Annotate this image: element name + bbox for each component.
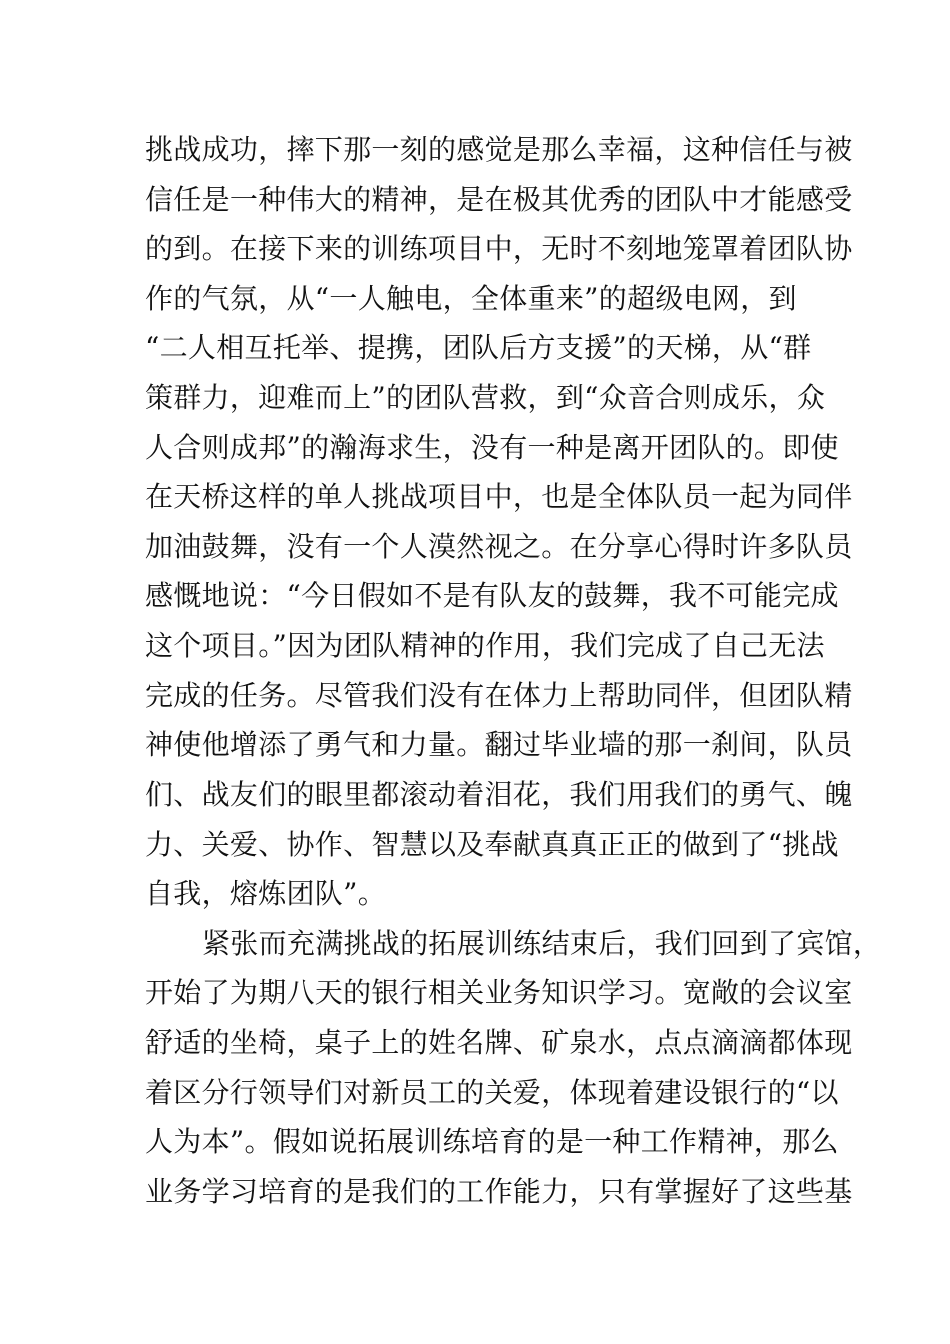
text-line: 舒适的坐椅，桌子上的姓名牌、矿泉水，点点滴滴都体现 — [145, 1026, 853, 1059]
text-line: “二人相互托举、提携，团队后方支援”的天梯，从“群 — [145, 331, 812, 364]
text-line: 这个项目。”因为团队精神的作用，我们完成了自己无法 — [145, 629, 825, 662]
text-line: 在天桥这样的单人挑战项目中，也是全体队员一起为同伴 — [145, 480, 853, 513]
text-line: 策群力，迎难而上”的团队营救，到“众音合则成乐，众 — [145, 381, 826, 414]
paragraph-first-line: 紧张而充满挑战的拓展训练结束后，我们回到了宾馆， — [202, 927, 882, 960]
text-line: 力、关爱、协作、智慧以及奉献真真正正的做到了“挑战 — [145, 828, 839, 861]
text-line: 们、战友们的眼里都滚动着泪花，我们用我们的勇气、魄 — [145, 778, 853, 811]
text-line: 信任是一种伟大的精神，是在极其优秀的团队中才能感受 — [145, 183, 853, 216]
text-line: 业务学习培育的是我们的工作能力，只有掌握好了这些基 — [145, 1175, 853, 1208]
text-line: 人合则成邦”的瀚海求生，没有一种是离开团队的。即使 — [145, 431, 839, 464]
text-line: 完成的任务。尽管我们没有在体力上帮助同伴，但团队精 — [145, 679, 853, 712]
text-line: 人为本”。假如说拓展训练培育的是一种工作精神，那么 — [145, 1125, 839, 1158]
text-line: 的到。在接下来的训练项目中，无时不刻地笼罩着团队协 — [145, 232, 853, 265]
text-line: 感慨地说：“今日假如不是有队友的鼓舞，我不可能完成 — [145, 579, 839, 612]
text-line: 神使他增添了勇气和力量。翻过毕业墙的那一刹间，队员 — [145, 728, 853, 761]
text-line: 自我，熔炼团队”。 — [145, 877, 387, 910]
text-line: 加油鼓舞，没有一个人漠然视之。在分享心得时许多队员 — [145, 530, 853, 563]
text-line: 作的气氛，从“一人触电，全体重来”的超级电网，到 — [145, 282, 797, 315]
text-line: 着区分行领导们对新员工的关爱，体现着建设银行的“以 — [145, 1076, 839, 1109]
text-line: 开始了为期八天的银行相关业务知识学习。宽敞的会议室 — [145, 976, 853, 1009]
text-line: 挑战成功，摔下那一刻的感觉是那么幸福，这种信任与被 — [145, 133, 853, 166]
